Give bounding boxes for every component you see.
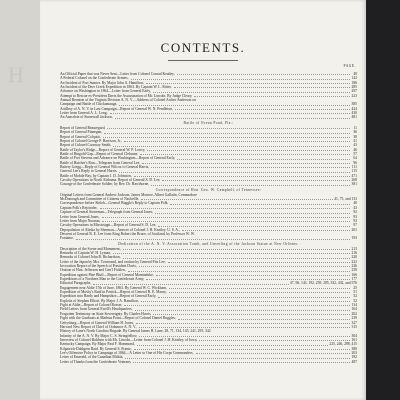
toc-entry — [60, 236, 357, 240]
toc-leader-dots — [199, 340, 350, 341]
toc-entry-page: 111 — [351, 164, 357, 169]
toc-leader-dots — [178, 319, 350, 320]
toc-entry-title: Interview of Colonel Baldwin with Mr. Lincoln—Letter from Colonel J. H. Keatley, of Iowa, — [60, 337, 198, 342]
toc-entry-title: Letter of the Japan by Mrs. Townsend, and oration by General Fitz Lee, — [60, 259, 166, 264]
toc-entry-title: Battle of Mobile Bay, by Captain J. D. Johnston, — [60, 173, 132, 178]
toc-entry-title: General Lee's Reply to General Harris, — [60, 169, 118, 174]
toc-entry-title: Advance on Washington in 1864—Letter from General Early, — [60, 89, 151, 94]
toc-leader-dots — [169, 288, 350, 289]
toc-entry-title: Original Letters from General Andrew Jackson, James Monroe, Albert Gallatin, Commodore — [60, 192, 197, 197]
toc-leader-dots — [100, 208, 351, 209]
toc-entry-title: Cavalry Operations in North Alabama. Report of General S. D. Lee, — [60, 178, 161, 182]
toc-entry-page: 327 — [351, 320, 357, 325]
toc-entry-title: Remarks of Colonel John B. Richardson, — [60, 255, 121, 260]
toc-entry-title: Editorial Paragraphs, — [60, 281, 92, 286]
toc-leader-dots — [139, 327, 350, 328]
toc-entry-page: 424 — [351, 106, 357, 111]
toc-leader-dots — [135, 310, 350, 311]
toc-leader-dots — [177, 74, 350, 75]
toc-entry-title: Fontaine, — [60, 236, 74, 241]
toc-entry-page: 142 — [351, 76, 357, 81]
toc-entry-title: Invocation Report of the Speech of President Davis, — [60, 264, 137, 269]
toc-entry-title: Report of General Beauregard, — [60, 125, 106, 130]
toc-entry-title: Fight with the Gunboats at Mathias Point—Report of Colonel Daniel Ruggles, — [60, 316, 176, 321]
toc-leader-dots — [162, 180, 350, 181]
toc-entry — [60, 115, 357, 119]
toc-entry-title: Battle of Hatcher's Run—Telegram from General Lee, — [60, 160, 141, 165]
toc-entry-title: Annual Reunion of the Virginia Division A. N. V.—Address of Colonel Archer Anderson on — [60, 98, 196, 103]
toc-leader-dots — [153, 314, 350, 315]
toc-entry-title: McDonough and Committee of Citizens of Nashville, — [60, 197, 140, 202]
toc-leader-dots — [156, 275, 350, 276]
toc-entry-page: 57 — [353, 151, 357, 156]
toc-leader-dots — [113, 146, 350, 147]
title-rule — [168, 60, 238, 61]
toc-entry-page: 52 — [353, 294, 357, 299]
toc-entry-title: Kentucky Campaign. By Major Paul F. Hammond, — [60, 342, 135, 347]
toc-entry-page: 239 — [351, 316, 357, 321]
toc-entry-title: Battery Gregg—Reply of General Wilcox to General Harris, — [60, 164, 150, 169]
book-page — [40, 0, 366, 400]
toc-entry-page: 380 — [351, 346, 357, 351]
toc-entry-title: Fight at Aldie—Report of Colonel Rosser, — [60, 303, 123, 308]
toc-entry-title: Expedition into Hardy and Hampshire—Report of General Early, — [60, 294, 157, 299]
toc-leader-dots — [103, 137, 350, 138]
toc-entry-title: Battle of Taylor's Ridge—Report of General W. P. Lowry, — [60, 147, 146, 152]
toc-entry-title: Harvard New Report of Chief of Ordnance A. N. V., — [60, 324, 137, 329]
toc-entry-page: 285 — [351, 85, 357, 90]
toc-entry-page: 315 — [351, 324, 357, 329]
toc-leader-dots — [107, 128, 350, 129]
toc-leader-dots — [141, 301, 350, 302]
toc-entry-page: 36 — [353, 130, 357, 135]
toc-leader-dots — [147, 150, 350, 151]
toc-leader-dots — [139, 266, 350, 267]
toc-entry-title: Expeditions of a Northern Man to the Confederate Army, — [60, 277, 145, 282]
toc-leader-dots — [125, 358, 350, 359]
toc-entry-title: Battle of Ringold Gap—Report of General Cleburne, — [60, 151, 139, 156]
toc-entry-title: Letter of Emerald, of the Canadian Militia, — [60, 355, 124, 360]
toc-entry-page: 46 — [353, 147, 357, 152]
toc-entry-title: Forgotten Testimony on State Sovereignty. By Charles Harris, — [60, 311, 152, 316]
toc-leader-dots — [182, 230, 350, 231]
left-margin — [0, 0, 40, 400]
toc-entry-page: 177 — [351, 277, 357, 282]
toc-leader-dots — [137, 345, 328, 346]
toc-leader-dots — [133, 362, 350, 363]
toc-leader-dots — [123, 249, 350, 250]
toc-entry-page: 385 — [351, 102, 357, 107]
table-of-contents — [60, 72, 357, 364]
toc-entry-title: Letter from General A. L. Long, — [60, 111, 108, 116]
bleed-through-letter: H — [8, 62, 25, 87]
toc-leader-dots — [153, 92, 350, 93]
toc-entry-page: 236 — [351, 264, 357, 269]
toc-leader-dots — [146, 83, 350, 84]
toc-entry — [60, 360, 357, 364]
toc-entry-title: Captain Polk's Rejoinder, — [60, 205, 98, 210]
page-title: CONTENTS. — [160, 40, 246, 55]
toc-leader-dots — [158, 226, 350, 227]
toc-leader-dots — [170, 204, 350, 205]
toc-entry-page: 93 — [353, 218, 357, 223]
toc-entry-page: 115 — [351, 169, 357, 174]
toc-entry-page: 64 — [353, 156, 357, 161]
toc-leader-dots — [113, 253, 350, 254]
toc-leader-dots — [123, 258, 350, 259]
toc-entry-page: 40 — [353, 201, 357, 206]
toc-entry-page: 166 — [351, 272, 357, 277]
toc-entry-page: 268 — [351, 178, 357, 182]
toc-entry-title: Courage of the Confederate Soldier, by Rev. Dr. Hawthorne, — [60, 182, 150, 187]
toc-entry-page: 225, 246, 288, 415 — [329, 342, 357, 347]
toc-entry-title: Descent of General R. E. Lee from King Robert the Bruce, of Scotland, by Professor W. W. — [60, 231, 195, 236]
toc-entry — [60, 182, 357, 186]
toc-entry-title: Lee's Offensive Policy in Campaign of 1864—A Letter to One of His Corps Commanders, — [60, 350, 194, 355]
toc-entry-title: Remarks of Captain W. H. Lyman, — [60, 251, 112, 255]
toc-leader-dots — [124, 305, 350, 306]
toc-entry-page: 96 — [353, 160, 357, 165]
toc-entry-title: Letter from Major Noonan, — [60, 218, 101, 223]
toc-entry-page: 97 — [353, 223, 357, 228]
toc-leader-dots — [139, 336, 350, 337]
toc-entry-title: History of Lane's North Carolina Brigade. By General James H. Lane, 28, 71, 134, 145, 241, 295, 342 — [60, 329, 211, 334]
toc-leader-dots — [136, 323, 350, 324]
toc-leader-dots — [168, 262, 350, 263]
toc-entry-title: An Incident of Fort Sumter. By Major John A. Hamilton, — [60, 80, 144, 85]
toc-entry-page: 134 — [351, 303, 357, 308]
toc-entry-page: 222 — [351, 259, 357, 264]
page-edge-shadow — [366, 0, 400, 400]
toc-entry-title: Capture of General Stoneman—Telegraph from General Jones, — [60, 210, 154, 215]
toc-entry-page: 43 — [353, 143, 357, 148]
toc-leader-dots — [194, 96, 350, 97]
toc-entry-page: 51 — [353, 290, 357, 295]
toc-leader-dots — [131, 79, 350, 80]
toc-leader-dots — [128, 271, 350, 272]
toc-entry-title: Expedition against Pine Bluff—Report of General Marmaduke, — [60, 272, 154, 277]
toc-entry-page: 201 — [351, 227, 357, 232]
toc-entry-title: Exploits of Stephen Elliott. By Major J. A. Hamilton, — [60, 298, 139, 303]
toc-entry-page: 220 — [351, 255, 357, 260]
toc-entry-page: 93 — [353, 214, 357, 219]
toc-entry-page: 297 — [351, 89, 357, 94]
toc-entry-page: 186 — [351, 80, 357, 85]
toc-entry-title: Correspondence before Shiloh—General Buggle's Reply to Captain Polk, — [60, 201, 169, 206]
toc-entry-title: An Official Paper that was Never Sent—Letter from Colonel Conrad Keatley, — [60, 72, 175, 76]
toc-entry-page: 164 — [351, 307, 357, 312]
toc-entry-title: Oration of Hon. Jefferson and Gen'l Ficklen, — [60, 268, 126, 273]
toc-entry-page: 381 — [351, 182, 357, 187]
page-column-label: PAGE. — [343, 64, 356, 68]
toc-leader-dots — [119, 105, 350, 106]
toc-entry-page: 43 — [353, 205, 357, 210]
toc-entry-page: 203 — [351, 350, 357, 355]
toc-entry-page: 193 — [351, 236, 357, 241]
toc-leader-dots — [142, 163, 350, 164]
toc-entry-title: Field Letters from General Ewell's Headquarters, — [60, 307, 133, 312]
toc-entry-page: 481 — [351, 115, 357, 120]
toc-entry-title: Report of General Colquitt, — [60, 134, 101, 139]
toc-entry-page: 258 — [351, 268, 357, 273]
toc-entry-title: Engagement near Aldie 17th of June, 1863. By General W. C. Wickham, — [60, 285, 167, 290]
toc-leader-dots — [196, 353, 350, 354]
toc-leader-dots — [119, 172, 350, 173]
toc-leader-dots — [134, 176, 350, 177]
toc-entry-page: 47, 96, 143, 192, 239, 285, 332, 432, and 576 — [289, 281, 357, 286]
toc-entry-title: Depopulation of Alaska by Sherman—Answer of Colonel J. H. Keatley, U. S. A., — [60, 227, 180, 232]
toc-entry-title: An Anecdote of Stonewall Jackson, — [60, 115, 113, 120]
toc-leader-dots — [115, 118, 350, 119]
toc-leader-dots — [174, 87, 350, 88]
toc-leader-dots — [177, 159, 350, 160]
toc-entry-title: Cavalry Operations in Mississippi—Report of General S. D. Lee, — [60, 223, 157, 228]
toc-leader-dots — [124, 141, 350, 142]
toc-entry-page: 25 — [353, 285, 357, 290]
toc-entry-title: Report of Colonel Caraway Smith, — [60, 143, 112, 148]
toc-section-heading: Dedication of the A. N. V. Association Tomb, and Unveiling of the Jackson Statue at New Orleans: — [118, 242, 299, 247]
toc-entry-page: 182 — [351, 355, 357, 360]
toc-leader-dots — [151, 167, 350, 168]
toc-entry-title: Letter from General Jones, — [60, 214, 100, 219]
toc-leader-dots — [102, 217, 350, 218]
toc-leader-dots — [76, 239, 350, 240]
toc-leader-dots — [140, 154, 350, 155]
toc-entry-title: Campaign and Battle of Chickamauga, — [60, 102, 118, 107]
toc-entry-page: 216 — [351, 251, 357, 255]
toc-entry-title: Expedition of Mosby's Raid in Patrick—Report of General R. E. Maury, — [60, 290, 167, 295]
toc-entry-title: A Federal Colonel on the Confederate Armies, — [60, 76, 129, 81]
toc-entry-page: 430 — [351, 111, 357, 116]
toc-entry-page: 304 — [351, 333, 357, 338]
toc-entry-title: Report of General Finnegan, — [60, 130, 103, 135]
toc-leader-dots — [151, 185, 350, 186]
toc-leader-dots — [158, 297, 350, 298]
toc-leader-dots — [93, 284, 289, 285]
toc-leader-dots — [175, 109, 350, 110]
toc-entry-page: 41 — [353, 138, 357, 143]
toc-entry-page: 41, 75, and 133 — [334, 197, 357, 202]
toc-leader-dots — [169, 292, 350, 293]
toc-entry-page: 487 — [351, 359, 357, 364]
toc-entry-page: 213 — [351, 246, 357, 251]
toc-entry-page: 223 — [351, 93, 357, 98]
toc-leader-dots — [134, 349, 350, 350]
toc-entry-title: Report of Colonel George P. Harrison, Jr., — [60, 138, 122, 143]
toc-section-heading: Battle of Ocean Pond, Fla.: — [183, 121, 234, 126]
toc-leader-dots — [104, 133, 350, 134]
toc-entry-page: 471 — [351, 173, 357, 178]
toc-entry-page: 92 — [353, 210, 357, 215]
toc-entry-title: Infantry of the A. N. V. By Major C. S. Stringfellow, — [60, 333, 138, 338]
toc-entry-page: 52 — [353, 298, 357, 303]
toc-entry-title: Attempt to Rescue ex-President Davis the Assassination of Mr. Lincoln. By Judge Cleary, — [60, 93, 193, 98]
toc-entry-title: An Incident of the Deer Creek Expedition in 1863. By Captain W. L. Ritter, — [60, 85, 172, 90]
toc-entry-title: Gettysburg—Report of General William H. Jones, — [60, 320, 134, 325]
toc-entry-page: 202 — [351, 311, 357, 316]
toc-leader-dots — [102, 221, 350, 222]
toc-entry-title: Letter of Thanks from the Confederate Veterans, — [60, 359, 132, 364]
toc-entry-title: Battle of Fort Stevens and Advance on Washington—Report of General Early, — [60, 156, 176, 161]
toc-leader-dots — [146, 279, 350, 280]
toc-entry-page: 11 — [353, 125, 357, 130]
toc-leader-dots — [155, 213, 350, 214]
toc-entry-title: Kilpatrick-Dahlgren Raid. By General S. Frantz, — [60, 346, 132, 351]
toc-entry-title: Artillery of A. N. V. in Last Campaign—Report of General W. N. Pendleton, — [60, 106, 173, 111]
toc-entry-page: 161 — [351, 337, 357, 342]
toc-entry-title: Description of the Scene and Monument, — [60, 246, 121, 251]
toc-entry-page: 38 — [353, 134, 357, 139]
toc-leader-dots — [141, 199, 333, 200]
toc-leader-dots — [110, 113, 350, 114]
toc-section-heading: Correspondence of Hon. Geo. W. Campbell, of Tennessee: — [155, 188, 262, 193]
toc-entry-page: 49 — [353, 72, 357, 76]
